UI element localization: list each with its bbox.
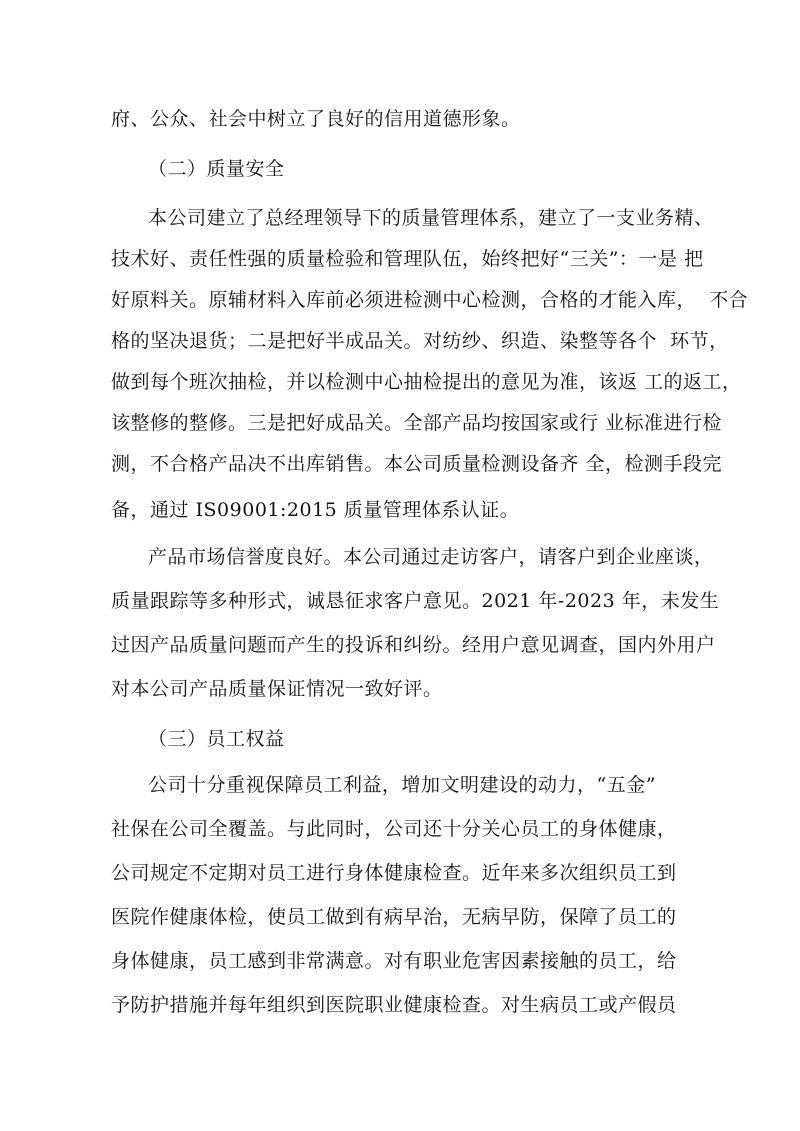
section-heading-employee: （三）员工权益 xyxy=(148,728,285,750)
paragraph-line: 格的坚决退货；二是把好半成品关。对纺纱、织造、染整等各个 环节， xyxy=(111,330,729,352)
paragraph-line: 备，通过 IS09001:2015 质量管理体系认证。 xyxy=(111,499,520,521)
paragraph-line: 测，不合格产品决不出库销售。本公司质量检测设备齐 全，检测手段完 xyxy=(111,453,723,475)
paragraph-line: 质量跟踪等多种形式，诚恳征求客户意见。2021 年-2023 年，未发生 xyxy=(111,590,720,612)
paragraph-line: 本公司建立了总经理领导下的质量管理体系，建立了一支业务精、 xyxy=(148,207,714,229)
intro-line: 府、公众、社会中树立了良好的信用道德形象。 xyxy=(111,108,521,130)
paragraph-line: 产品市场信誉度良好。本公司通过走访客户，请客户到企业座谈， xyxy=(148,546,714,568)
paragraph-line: 该整修的整修。三是把好成品关。全部产品均按国家或行 业标准进行检 xyxy=(111,412,723,434)
paragraph-line: 对本公司产品质量保证情况一致好评。 xyxy=(111,678,443,700)
paragraph-line: 社保在公司全覆盖。与此同时，公司还十分关心员工的身体健康， xyxy=(111,818,677,840)
paragraph-line: 技术好、责任性强的质量检验和管理队伍，始终把好“三关”：一是 把 xyxy=(111,248,704,270)
paragraph-line: 身体健康，员工感到非常满意。对有职业危害因素接触的员工，给 xyxy=(111,950,677,972)
paragraph-line: 过因产品质量问题而产生的投诉和纠纷。经用户意见调查，国内外用户 xyxy=(111,634,716,656)
paragraph-line: 做到每个班次抽检，并以检测中心抽检提出的意见为准，该返 工的返工， xyxy=(111,371,742,393)
paragraph-line: 予防护措施并每年组织到医院职业健康检查。对生病员工或产假员 xyxy=(111,994,677,1016)
paragraph-line: 公司十分重视保障员工利益，增加文明建设的动力，“五金” xyxy=(148,774,656,796)
paragraph-line: 医院作健康体检，使员工做到有病早治，无病早防，保障了员工的 xyxy=(111,906,677,928)
paragraph-line: 公司规定不定期对员工进行身体健康检查。近年来多次组织员工到 xyxy=(111,862,677,884)
section-heading-quality: （二）质量安全 xyxy=(148,158,285,180)
paragraph-line: 好原料关。原辅材料入库前必须进检测中心检测，合格的才能入库， 不合 xyxy=(111,289,749,311)
